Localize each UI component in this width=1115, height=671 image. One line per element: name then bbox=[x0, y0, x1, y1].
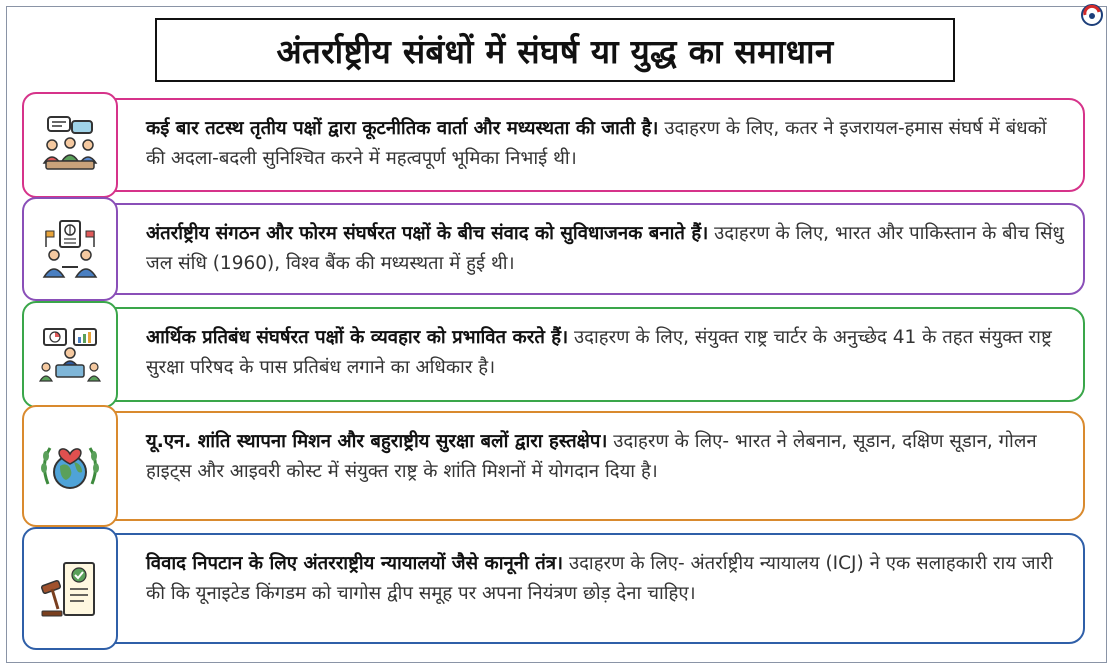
item-card bbox=[100, 411, 1085, 521]
item-heading: अंतर्राष्ट्रीय संगठन और फोरम संघर्षरत पक्षों के बीच संवाद को सुविधाजनक बनाते हैं। bbox=[146, 223, 709, 244]
gavel-icon bbox=[38, 557, 102, 621]
brand-logo bbox=[1077, 2, 1107, 28]
item-text: उदाहरण के लिए- अंतर्राष्ट्रीय न्यायालय (ICJ) ने एक सलाहकारी राय जारी की कि यूनाइटेड किंगडम को चागोस द्वीप समूह पर अपना नियंत्रण छोड़ देना चाहिए। bbox=[146, 553, 1053, 604]
item-icon-box bbox=[22, 301, 118, 408]
item-icon-box bbox=[22, 527, 118, 650]
item-card bbox=[100, 203, 1085, 295]
mediation-icon bbox=[38, 113, 102, 177]
item-card bbox=[100, 98, 1085, 192]
list-item bbox=[22, 197, 1085, 301]
item-text: उदाहरण के लिए, भारत और पाकिस्तान के बीच सिंधु जल संधि (1960), विश्व बैंक की मध्यस्थता में हुई थी। bbox=[146, 223, 1064, 274]
list-item bbox=[22, 301, 1085, 408]
item-heading: आर्थिक प्रतिबंध संघर्षरत पक्षों के व्यवहार को प्रभावित करते हैं। bbox=[146, 327, 569, 348]
item-card bbox=[100, 533, 1085, 644]
item-text: उदाहरण के लिए, कतर ने इजरायल-हमास संघर्ष में बंधकों की अदला-बदली सुनिश्चित करने में महत्वपूर्ण भूमिका निभाई थी। bbox=[146, 118, 1047, 169]
item-card bbox=[100, 307, 1085, 402]
item-text: उदाहरण के लिए, संयुक्त राष्ट्र चार्टर के अनुच्छेद 41 के तहत संयुक्त राष्ट्र सुरक्षा परिषद के पास प्रतिबंध लगाने का अधिकार है। bbox=[146, 327, 1052, 378]
title-box bbox=[155, 18, 955, 82]
list-item bbox=[22, 405, 1085, 527]
item-text: उदाहरण के लिए- भारत ने लेबनान, सूडान, दक्षिण सूडान, गोलन हाइट्स और आइवरी कोस्ट में संयुक्त राष्ट्र के शांति मिशनों में योगदान दिया है। bbox=[146, 431, 1037, 482]
item-heading: यू.एन. शांति स्थापना मिशन और बहुराष्ट्रीय सुरक्षा बलों द्वारा हस्तक्षेप। bbox=[146, 431, 608, 452]
page-title: अंतर्राष्ट्रीय संबंधों में संघर्ष या युद्ध का समाधान bbox=[276, 31, 834, 71]
item-heading: कई बार तटस्थ तृतीय पक्षों द्वारा कूटनीतिक वार्ता और मध्यस्थता की जाती है। bbox=[146, 118, 659, 139]
peace-talks-icon bbox=[38, 217, 102, 281]
item-icon-box bbox=[22, 92, 118, 198]
peacekeeping-globe-icon bbox=[38, 434, 102, 498]
item-icon-box bbox=[22, 405, 118, 527]
list-item bbox=[22, 527, 1085, 650]
list-item bbox=[22, 92, 1085, 198]
item-icon-box bbox=[22, 197, 118, 301]
item-heading: विवाद निपटान के लिए अंतरराष्ट्रीय न्यायालयों जैसे कानूनी तंत्र। bbox=[146, 553, 564, 574]
sanctions-meeting-icon bbox=[38, 323, 102, 387]
